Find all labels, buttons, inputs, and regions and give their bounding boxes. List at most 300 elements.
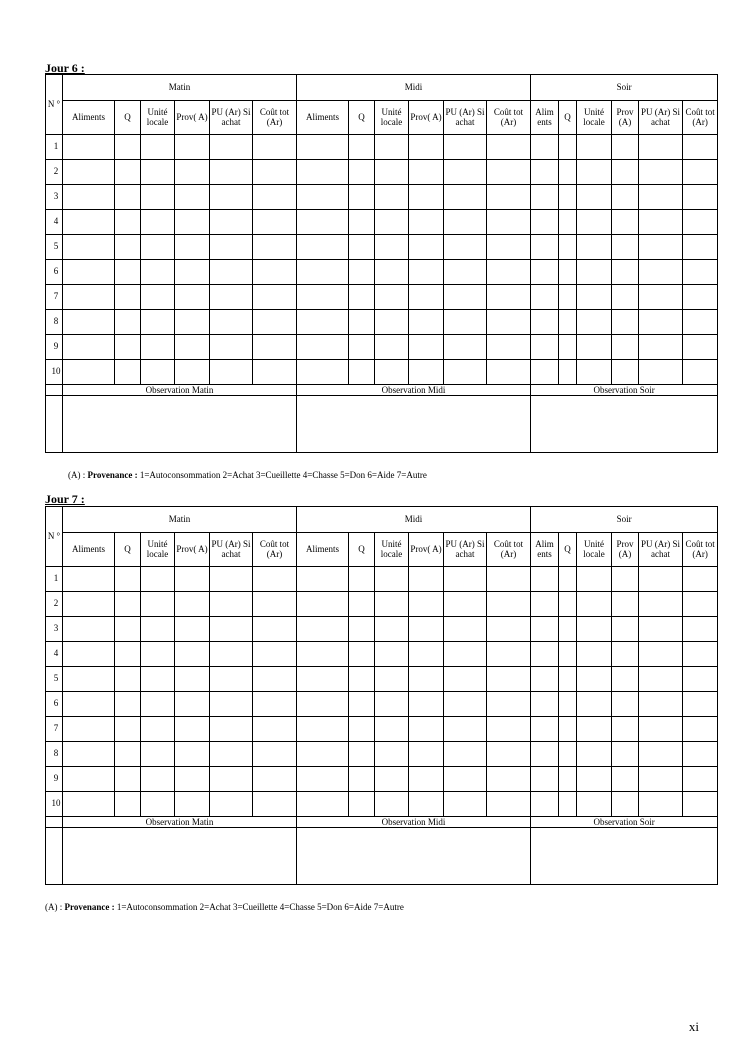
entry-cell[interactable] [577,235,612,260]
entry-cell[interactable] [115,767,141,792]
entry-cell[interactable] [253,717,297,742]
entry-cell[interactable] [612,285,639,310]
entry-cell[interactable] [210,260,253,285]
entry-cell[interactable] [115,667,141,692]
entry-cell[interactable] [444,235,487,260]
entry-cell[interactable] [63,260,115,285]
entry-cell[interactable] [210,742,253,767]
entry-cell[interactable] [141,135,175,160]
entry-cell[interactable] [349,567,375,592]
observation-field-soir[interactable] [531,828,718,885]
entry-cell[interactable] [559,360,577,385]
entry-cell[interactable] [375,717,409,742]
entry-cell[interactable] [253,592,297,617]
entry-cell[interactable] [531,642,559,667]
entry-cell[interactable] [683,692,718,717]
entry-cell[interactable] [577,210,612,235]
entry-cell[interactable] [559,742,577,767]
entry-cell[interactable] [612,742,639,767]
entry-cell[interactable] [253,160,297,185]
entry-cell[interactable] [639,285,683,310]
entry-cell[interactable] [141,285,175,310]
entry-cell[interactable] [444,792,487,817]
entry-cell[interactable] [444,160,487,185]
entry-cell[interactable] [487,260,531,285]
entry-cell[interactable] [531,617,559,642]
entry-cell[interactable] [487,285,531,310]
entry-cell[interactable] [487,235,531,260]
entry-cell[interactable] [63,742,115,767]
entry-cell[interactable] [253,135,297,160]
entry-cell[interactable] [297,767,349,792]
entry-cell[interactable] [297,642,349,667]
entry-cell[interactable] [639,617,683,642]
entry-cell[interactable] [639,235,683,260]
entry-cell[interactable] [559,767,577,792]
entry-cell[interactable] [639,260,683,285]
entry-cell[interactable] [115,135,141,160]
entry-cell[interactable] [115,235,141,260]
entry-cell[interactable] [577,335,612,360]
entry-cell[interactable] [210,160,253,185]
entry-cell[interactable] [141,335,175,360]
entry-cell[interactable] [253,692,297,717]
entry-cell[interactable] [409,567,444,592]
entry-cell[interactable] [175,792,210,817]
entry-cell[interactable] [175,642,210,667]
entry-cell[interactable] [639,185,683,210]
entry-cell[interactable] [141,260,175,285]
entry-cell[interactable] [531,210,559,235]
entry-cell[interactable] [559,792,577,817]
entry-cell[interactable] [115,285,141,310]
entry-cell[interactable] [531,692,559,717]
entry-cell[interactable] [612,717,639,742]
entry-cell[interactable] [531,160,559,185]
entry-cell[interactable] [559,592,577,617]
entry-cell[interactable] [487,667,531,692]
entry-cell[interactable] [683,210,718,235]
entry-cell[interactable] [63,235,115,260]
entry-cell[interactable] [577,592,612,617]
entry-cell[interactable] [444,592,487,617]
entry-cell[interactable] [639,742,683,767]
entry-cell[interactable] [612,767,639,792]
entry-cell[interactable] [253,235,297,260]
entry-cell[interactable] [141,310,175,335]
entry-cell[interactable] [175,160,210,185]
entry-cell[interactable] [297,567,349,592]
observation-field-midi[interactable] [297,396,531,453]
entry-cell[interactable] [444,692,487,717]
entry-cell[interactable] [375,642,409,667]
entry-cell[interactable] [297,310,349,335]
entry-cell[interactable] [683,717,718,742]
entry-cell[interactable] [349,642,375,667]
entry-cell[interactable] [175,285,210,310]
entry-cell[interactable] [141,235,175,260]
entry-cell[interactable] [349,185,375,210]
entry-cell[interactable] [375,742,409,767]
entry-cell[interactable] [683,642,718,667]
entry-cell[interactable] [115,210,141,235]
entry-cell[interactable] [683,235,718,260]
entry-cell[interactable] [210,767,253,792]
entry-cell[interactable] [559,160,577,185]
entry-cell[interactable] [141,185,175,210]
entry-cell[interactable] [639,310,683,335]
entry-cell[interactable] [577,742,612,767]
entry-cell[interactable] [409,592,444,617]
entry-cell[interactable] [531,235,559,260]
entry-cell[interactable] [115,360,141,385]
entry-cell[interactable] [210,360,253,385]
entry-cell[interactable] [115,592,141,617]
entry-cell[interactable] [297,210,349,235]
entry-cell[interactable] [409,360,444,385]
entry-cell[interactable] [253,310,297,335]
entry-cell[interactable] [531,717,559,742]
entry-cell[interactable] [141,692,175,717]
entry-cell[interactable] [175,742,210,767]
entry-cell[interactable] [612,642,639,667]
entry-cell[interactable] [375,767,409,792]
entry-cell[interactable] [141,210,175,235]
entry-cell[interactable] [349,742,375,767]
entry-cell[interactable] [115,260,141,285]
entry-cell[interactable] [683,260,718,285]
entry-cell[interactable] [639,567,683,592]
entry-cell[interactable] [559,642,577,667]
entry-cell[interactable] [577,310,612,335]
entry-cell[interactable] [612,210,639,235]
entry-cell[interactable] [559,185,577,210]
entry-cell[interactable] [253,185,297,210]
entry-cell[interactable] [444,335,487,360]
entry-cell[interactable] [175,592,210,617]
entry-cell[interactable] [487,567,531,592]
entry-cell[interactable] [577,617,612,642]
entry-cell[interactable] [612,235,639,260]
entry-cell[interactable] [487,310,531,335]
entry-cell[interactable] [409,692,444,717]
entry-cell[interactable] [63,692,115,717]
entry-cell[interactable] [375,335,409,360]
entry-cell[interactable] [175,235,210,260]
entry-cell[interactable] [683,667,718,692]
entry-cell[interactable] [349,692,375,717]
entry-cell[interactable] [409,285,444,310]
entry-cell[interactable] [175,135,210,160]
entry-cell[interactable] [612,592,639,617]
entry-cell[interactable] [297,717,349,742]
entry-cell[interactable] [175,360,210,385]
entry-cell[interactable] [349,135,375,160]
entry-cell[interactable] [210,210,253,235]
entry-cell[interactable] [375,185,409,210]
entry-cell[interactable] [141,360,175,385]
entry-cell[interactable] [487,360,531,385]
entry-cell[interactable] [349,767,375,792]
entry-cell[interactable] [612,185,639,210]
entry-cell[interactable] [531,667,559,692]
entry-cell[interactable] [297,260,349,285]
entry-cell[interactable] [559,260,577,285]
entry-cell[interactable] [349,617,375,642]
entry-cell[interactable] [175,717,210,742]
entry-cell[interactable] [297,692,349,717]
entry-cell[interactable] [141,742,175,767]
entry-cell[interactable] [612,792,639,817]
entry-cell[interactable] [375,260,409,285]
entry-cell[interactable] [444,185,487,210]
entry-cell[interactable] [297,792,349,817]
entry-cell[interactable] [375,310,409,335]
entry-cell[interactable] [63,210,115,235]
entry-cell[interactable] [559,235,577,260]
entry-cell[interactable] [349,235,375,260]
entry-cell[interactable] [349,335,375,360]
entry-cell[interactable] [253,567,297,592]
entry-cell[interactable] [115,617,141,642]
entry-cell[interactable] [349,160,375,185]
entry-cell[interactable] [559,567,577,592]
entry-cell[interactable] [559,210,577,235]
entry-cell[interactable] [612,135,639,160]
entry-cell[interactable] [253,642,297,667]
entry-cell[interactable] [639,667,683,692]
entry-cell[interactable] [683,360,718,385]
entry-cell[interactable] [531,185,559,210]
entry-cell[interactable] [531,335,559,360]
entry-cell[interactable] [210,235,253,260]
entry-cell[interactable] [63,160,115,185]
entry-cell[interactable] [612,567,639,592]
entry-cell[interactable] [253,667,297,692]
entry-cell[interactable] [409,260,444,285]
observation-field-matin[interactable] [63,396,297,453]
entry-cell[interactable] [612,667,639,692]
entry-cell[interactable] [639,692,683,717]
entry-cell[interactable] [349,285,375,310]
entry-cell[interactable] [63,185,115,210]
entry-cell[interactable] [444,717,487,742]
entry-cell[interactable] [375,360,409,385]
entry-cell[interactable] [639,792,683,817]
entry-cell[interactable] [375,210,409,235]
entry-cell[interactable] [409,235,444,260]
entry-cell[interactable] [349,792,375,817]
entry-cell[interactable] [559,667,577,692]
entry-cell[interactable] [487,642,531,667]
entry-cell[interactable] [297,617,349,642]
entry-cell[interactable] [349,210,375,235]
entry-cell[interactable] [141,767,175,792]
entry-cell[interactable] [683,185,718,210]
entry-cell[interactable] [612,692,639,717]
entry-cell[interactable] [531,285,559,310]
entry-cell[interactable] [210,617,253,642]
entry-cell[interactable] [487,617,531,642]
entry-cell[interactable] [577,185,612,210]
entry-cell[interactable] [115,567,141,592]
entry-cell[interactable] [210,135,253,160]
entry-cell[interactable] [639,335,683,360]
entry-cell[interactable] [63,717,115,742]
entry-cell[interactable] [487,160,531,185]
entry-cell[interactable] [409,717,444,742]
entry-cell[interactable] [639,135,683,160]
entry-cell[interactable] [349,360,375,385]
entry-cell[interactable] [115,642,141,667]
entry-cell[interactable] [175,335,210,360]
entry-cell[interactable] [559,717,577,742]
entry-cell[interactable] [141,617,175,642]
entry-cell[interactable] [175,210,210,235]
entry-cell[interactable] [297,235,349,260]
entry-cell[interactable] [612,360,639,385]
entry-cell[interactable] [63,592,115,617]
entry-cell[interactable] [349,260,375,285]
entry-cell[interactable] [683,617,718,642]
entry-cell[interactable] [444,617,487,642]
entry-cell[interactable] [444,742,487,767]
entry-cell[interactable] [444,642,487,667]
observation-field-soir[interactable] [531,396,718,453]
entry-cell[interactable] [115,792,141,817]
entry-cell[interactable] [63,135,115,160]
entry-cell[interactable] [253,335,297,360]
entry-cell[interactable] [639,592,683,617]
entry-cell[interactable] [253,210,297,235]
entry-cell[interactable] [375,135,409,160]
entry-cell[interactable] [297,135,349,160]
entry-cell[interactable] [409,310,444,335]
entry-cell[interactable] [683,567,718,592]
entry-cell[interactable] [210,567,253,592]
entry-cell[interactable] [141,667,175,692]
entry-cell[interactable] [577,792,612,817]
entry-cell[interactable] [683,285,718,310]
entry-cell[interactable] [297,667,349,692]
entry-cell[interactable] [444,310,487,335]
entry-cell[interactable] [141,160,175,185]
entry-cell[interactable] [210,692,253,717]
entry-cell[interactable] [683,310,718,335]
entry-cell[interactable] [612,260,639,285]
entry-cell[interactable] [115,185,141,210]
entry-cell[interactable] [612,335,639,360]
entry-cell[interactable] [531,260,559,285]
entry-cell[interactable] [444,285,487,310]
entry-cell[interactable] [577,160,612,185]
entry-cell[interactable] [559,617,577,642]
entry-cell[interactable] [297,335,349,360]
entry-cell[interactable] [297,285,349,310]
entry-cell[interactable] [115,310,141,335]
entry-cell[interactable] [577,717,612,742]
entry-cell[interactable] [210,792,253,817]
entry-cell[interactable] [409,767,444,792]
entry-cell[interactable] [175,617,210,642]
entry-cell[interactable] [531,592,559,617]
entry-cell[interactable] [297,592,349,617]
entry-cell[interactable] [210,285,253,310]
entry-cell[interactable] [683,792,718,817]
entry-cell[interactable] [444,260,487,285]
entry-cell[interactable] [409,742,444,767]
entry-cell[interactable] [175,260,210,285]
entry-cell[interactable] [210,667,253,692]
entry-cell[interactable] [63,767,115,792]
entry-cell[interactable] [349,310,375,335]
entry-cell[interactable] [444,360,487,385]
entry-cell[interactable] [487,767,531,792]
observation-field-matin[interactable] [63,828,297,885]
entry-cell[interactable] [531,792,559,817]
entry-cell[interactable] [63,360,115,385]
entry-cell[interactable] [577,767,612,792]
entry-cell[interactable] [487,592,531,617]
entry-cell[interactable] [531,767,559,792]
entry-cell[interactable] [683,135,718,160]
entry-cell[interactable] [63,335,115,360]
entry-cell[interactable] [577,567,612,592]
entry-cell[interactable] [349,717,375,742]
entry-cell[interactable] [409,617,444,642]
entry-cell[interactable] [559,285,577,310]
entry-cell[interactable] [409,667,444,692]
entry-cell[interactable] [487,210,531,235]
entry-cell[interactable] [639,160,683,185]
entry-cell[interactable] [487,717,531,742]
entry-cell[interactable] [487,792,531,817]
entry-cell[interactable] [409,642,444,667]
entry-cell[interactable] [210,717,253,742]
entry-cell[interactable] [253,285,297,310]
entry-cell[interactable] [577,260,612,285]
entry-cell[interactable] [559,310,577,335]
entry-cell[interactable] [531,310,559,335]
entry-cell[interactable] [375,592,409,617]
entry-cell[interactable] [487,185,531,210]
entry-cell[interactable] [409,210,444,235]
entry-cell[interactable] [639,210,683,235]
entry-cell[interactable] [63,567,115,592]
entry-cell[interactable] [487,692,531,717]
entry-cell[interactable] [253,260,297,285]
entry-cell[interactable] [253,767,297,792]
entry-cell[interactable] [559,692,577,717]
entry-cell[interactable] [577,285,612,310]
entry-cell[interactable] [444,667,487,692]
entry-cell[interactable] [141,642,175,667]
entry-cell[interactable] [141,592,175,617]
entry-cell[interactable] [297,742,349,767]
entry-cell[interactable] [175,310,210,335]
entry-cell[interactable] [409,135,444,160]
entry-cell[interactable] [175,667,210,692]
entry-cell[interactable] [409,160,444,185]
entry-cell[interactable] [63,792,115,817]
entry-cell[interactable] [63,285,115,310]
entry-cell[interactable] [375,235,409,260]
entry-cell[interactable] [444,567,487,592]
entry-cell[interactable] [63,617,115,642]
entry-cell[interactable] [409,335,444,360]
observation-field-midi[interactable] [297,828,531,885]
entry-cell[interactable] [115,160,141,185]
